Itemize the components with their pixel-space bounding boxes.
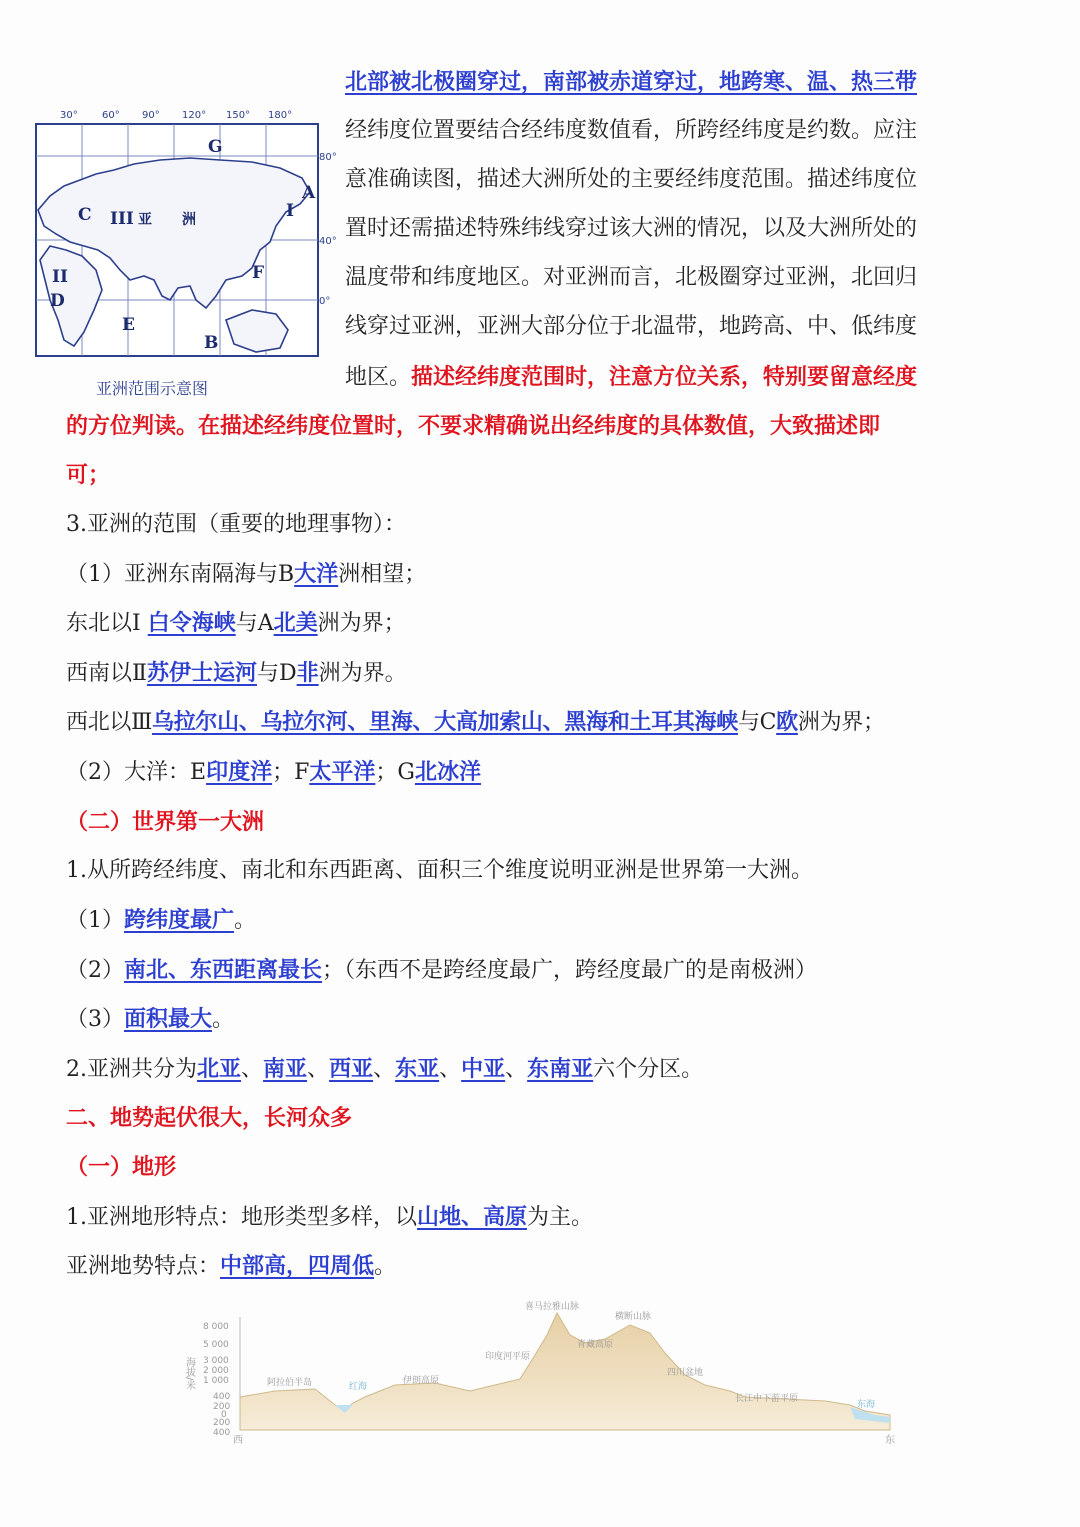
text-line: 意准确读图，描述大洲所处的主要经纬度范围。描述纬度位: [345, 167, 918, 192]
text: 西北以Ⅲ: [66, 710, 153, 735]
profile-label: 四川盆地: [667, 1368, 704, 1378]
profile-label: 青藏高原: [577, 1340, 614, 1350]
text-line: 线穿过亚洲，亚洲大部分位于北温带，地跨高、中、低纬度: [345, 314, 918, 339]
text-line: [66, 702, 885, 743]
text-line: [66, 752, 481, 793]
lon-tick: 30°: [60, 110, 78, 121]
lon-tick: 90°: [142, 110, 160, 121]
text: （2）: [66, 958, 124, 983]
profile-label: 喜马拉雅山脉: [525, 1302, 580, 1312]
map-label-ya: 亚: [138, 212, 152, 228]
profile-label: 长江中下游平原: [735, 1394, 799, 1404]
text: 1.亚洲地形特点：地形类型多样，以: [66, 1205, 417, 1230]
text-line: [66, 1197, 593, 1238]
emphasis-note: 描述经纬度范围时，注意方位关系，特别要留意经度: [411, 364, 918, 390]
text: 六个分区。: [593, 1057, 704, 1082]
answer: 面积最大: [124, 1006, 213, 1032]
answer: 山地、高原: [417, 1204, 528, 1230]
text-line: 经纬度位置要结合经纬度数值看，所跨经纬度是约数。应注: [345, 118, 918, 143]
map-label-i: I: [286, 201, 294, 221]
y-tick: 0: [221, 1410, 227, 1420]
y-tick: 200: [213, 1418, 231, 1428]
text: 洲相望；: [338, 562, 427, 587]
profile-label: 伊朗高原: [403, 1376, 440, 1386]
text-line: 温度带和纬度地区。对亚洲而言，北极圈穿过亚洲，北回归: [345, 265, 918, 290]
lat-tick: 80°: [319, 152, 337, 163]
text: 与D: [256, 661, 297, 686]
text: 2.亚洲共分为: [66, 1057, 197, 1082]
lat-tick: 0°: [319, 296, 331, 307]
answer: 中亚: [461, 1056, 506, 1082]
profile-label: 阿拉伯半岛: [267, 1378, 313, 1388]
answer: 太平洋: [309, 759, 376, 785]
lon-tick: 150°: [226, 110, 251, 121]
text-line: [66, 603, 406, 644]
text: ；G: [375, 760, 415, 785]
text: 洲为界。: [318, 661, 407, 686]
lon-tick: 180°: [268, 110, 293, 121]
profile-label: 红海: [349, 1382, 368, 1392]
text: （3）: [66, 1007, 124, 1032]
answer: 东南亚: [527, 1056, 594, 1082]
y-tick: 5 000: [203, 1340, 229, 1350]
answer: 北亚: [197, 1056, 242, 1082]
text: ；（东西不是跨经度最广，跨经度最广的是南极洲）: [322, 958, 818, 983]
y-tick: 200: [213, 1402, 231, 1412]
text: 、: [373, 1057, 396, 1082]
answer: 乌拉尔山、乌拉尔河、里海、大高加索山、黑海和土耳其海峡: [152, 709, 738, 735]
section-title: 3.亚洲的范围（重要的地理事物）：: [66, 512, 406, 537]
y-tick: 8 000: [203, 1322, 229, 1332]
text-line: 1.从所跨经纬度、南北和东西距离、面积三个维度说明亚洲是世界第一大洲。: [66, 858, 813, 883]
answer: 大洋: [294, 561, 339, 587]
answer: 东亚: [395, 1056, 440, 1082]
answer: 北美: [273, 610, 318, 636]
text: 洲为界；: [797, 710, 885, 735]
text: （2）大洋：E: [66, 760, 207, 785]
answer: 西亚: [329, 1056, 374, 1082]
y-tick: 400: [213, 1428, 231, 1438]
text: 、: [307, 1057, 330, 1082]
map-label-c: C: [78, 205, 92, 225]
map-label-zhou: 洲: [182, 212, 196, 228]
answer: 中部高，四周低: [220, 1253, 375, 1279]
text: 洲为界；: [317, 611, 406, 636]
lon-tick: 60°: [102, 110, 120, 121]
text-line: [66, 900, 256, 941]
emphasis-note: 可；: [66, 462, 111, 488]
text: 、: [505, 1057, 528, 1082]
answer: 跨纬度最广: [124, 907, 235, 933]
text-line: [66, 653, 407, 694]
text-line: [66, 950, 817, 991]
profile-label: 印度河平原: [485, 1352, 531, 1362]
text: 西南以Ⅱ: [66, 661, 147, 686]
text: 。: [212, 1007, 235, 1032]
text: 。: [374, 1254, 397, 1279]
map-label-e: E: [122, 315, 135, 335]
map-label-d: D: [50, 291, 65, 311]
text: 亚洲地势特点：: [66, 1254, 221, 1279]
map-label-f: F: [252, 263, 265, 283]
answer: 白令海峡: [147, 610, 236, 636]
section-heading: 二、地势起伏很大，长河众多: [66, 1105, 353, 1131]
text: 。: [234, 908, 257, 933]
text: 东北以Ⅰ: [66, 611, 141, 636]
answer: 南亚: [263, 1056, 308, 1082]
y-tick: 3 000: [203, 1356, 229, 1366]
map-label-a: A: [302, 183, 316, 203]
sub-heading: （一）地形: [66, 1154, 177, 1180]
answer: 苏伊士运河: [146, 660, 257, 686]
text: 、: [439, 1057, 462, 1082]
answer: 欧: [776, 709, 798, 735]
answer: 非: [296, 660, 319, 686]
text: （1）: [66, 908, 124, 933]
y-tick: 400: [213, 1392, 231, 1402]
asia-extent-map: [30, 100, 337, 370]
section-heading: （二）世界第一大洲: [66, 809, 265, 835]
profile-label: 横断山脉: [615, 1312, 652, 1322]
lat-tick: 40°: [319, 236, 337, 247]
text: 、: [241, 1057, 264, 1082]
text-line: [345, 357, 917, 398]
y-axis-label: 海拔/米: [183, 1357, 195, 1391]
map-caption: 亚洲范围示意图: [96, 379, 209, 398]
west-label: 西: [233, 1435, 243, 1446]
profile-label: 东海: [857, 1400, 876, 1410]
map-label-b: B: [204, 333, 219, 353]
east-label: 东: [885, 1435, 895, 1446]
text-line: [66, 1246, 396, 1287]
text-line: [66, 554, 426, 595]
text-line: [66, 999, 234, 1040]
lon-tick: 120°: [182, 110, 207, 121]
text-line: [66, 1049, 703, 1090]
terrain-profile: [185, 1295, 905, 1445]
map-label-g: G: [208, 137, 223, 157]
text: 与C: [737, 710, 777, 735]
answer: 南北、东西距离最长: [124, 957, 323, 983]
text: 地区。: [345, 365, 412, 390]
map-label-ii: II: [52, 267, 68, 287]
answer: 印度洋: [206, 759, 273, 785]
y-tick: 1 000: [203, 1376, 229, 1386]
text-line: 置时还需描述特殊纬线穿过该大洲的情况，以及大洲所处的: [345, 216, 918, 241]
answer: 北冰洋: [414, 759, 481, 785]
text: （1）亚洲东南隔海与B: [66, 562, 295, 587]
text: 与A: [235, 611, 274, 636]
map-label-iii: III: [110, 209, 134, 229]
answer-latitude-zones: 北部被北极圈穿过，南部被赤道穿过，地跨寒、温、热三带: [345, 69, 918, 95]
text: ；F: [272, 760, 310, 785]
emphasis-note: 的方位判读。在描述经纬度位置时，不要求精确说出经纬度的具体数值，大致描述即: [66, 413, 881, 439]
y-tick: 2 000: [203, 1366, 229, 1376]
text: 为主。: [527, 1205, 594, 1230]
